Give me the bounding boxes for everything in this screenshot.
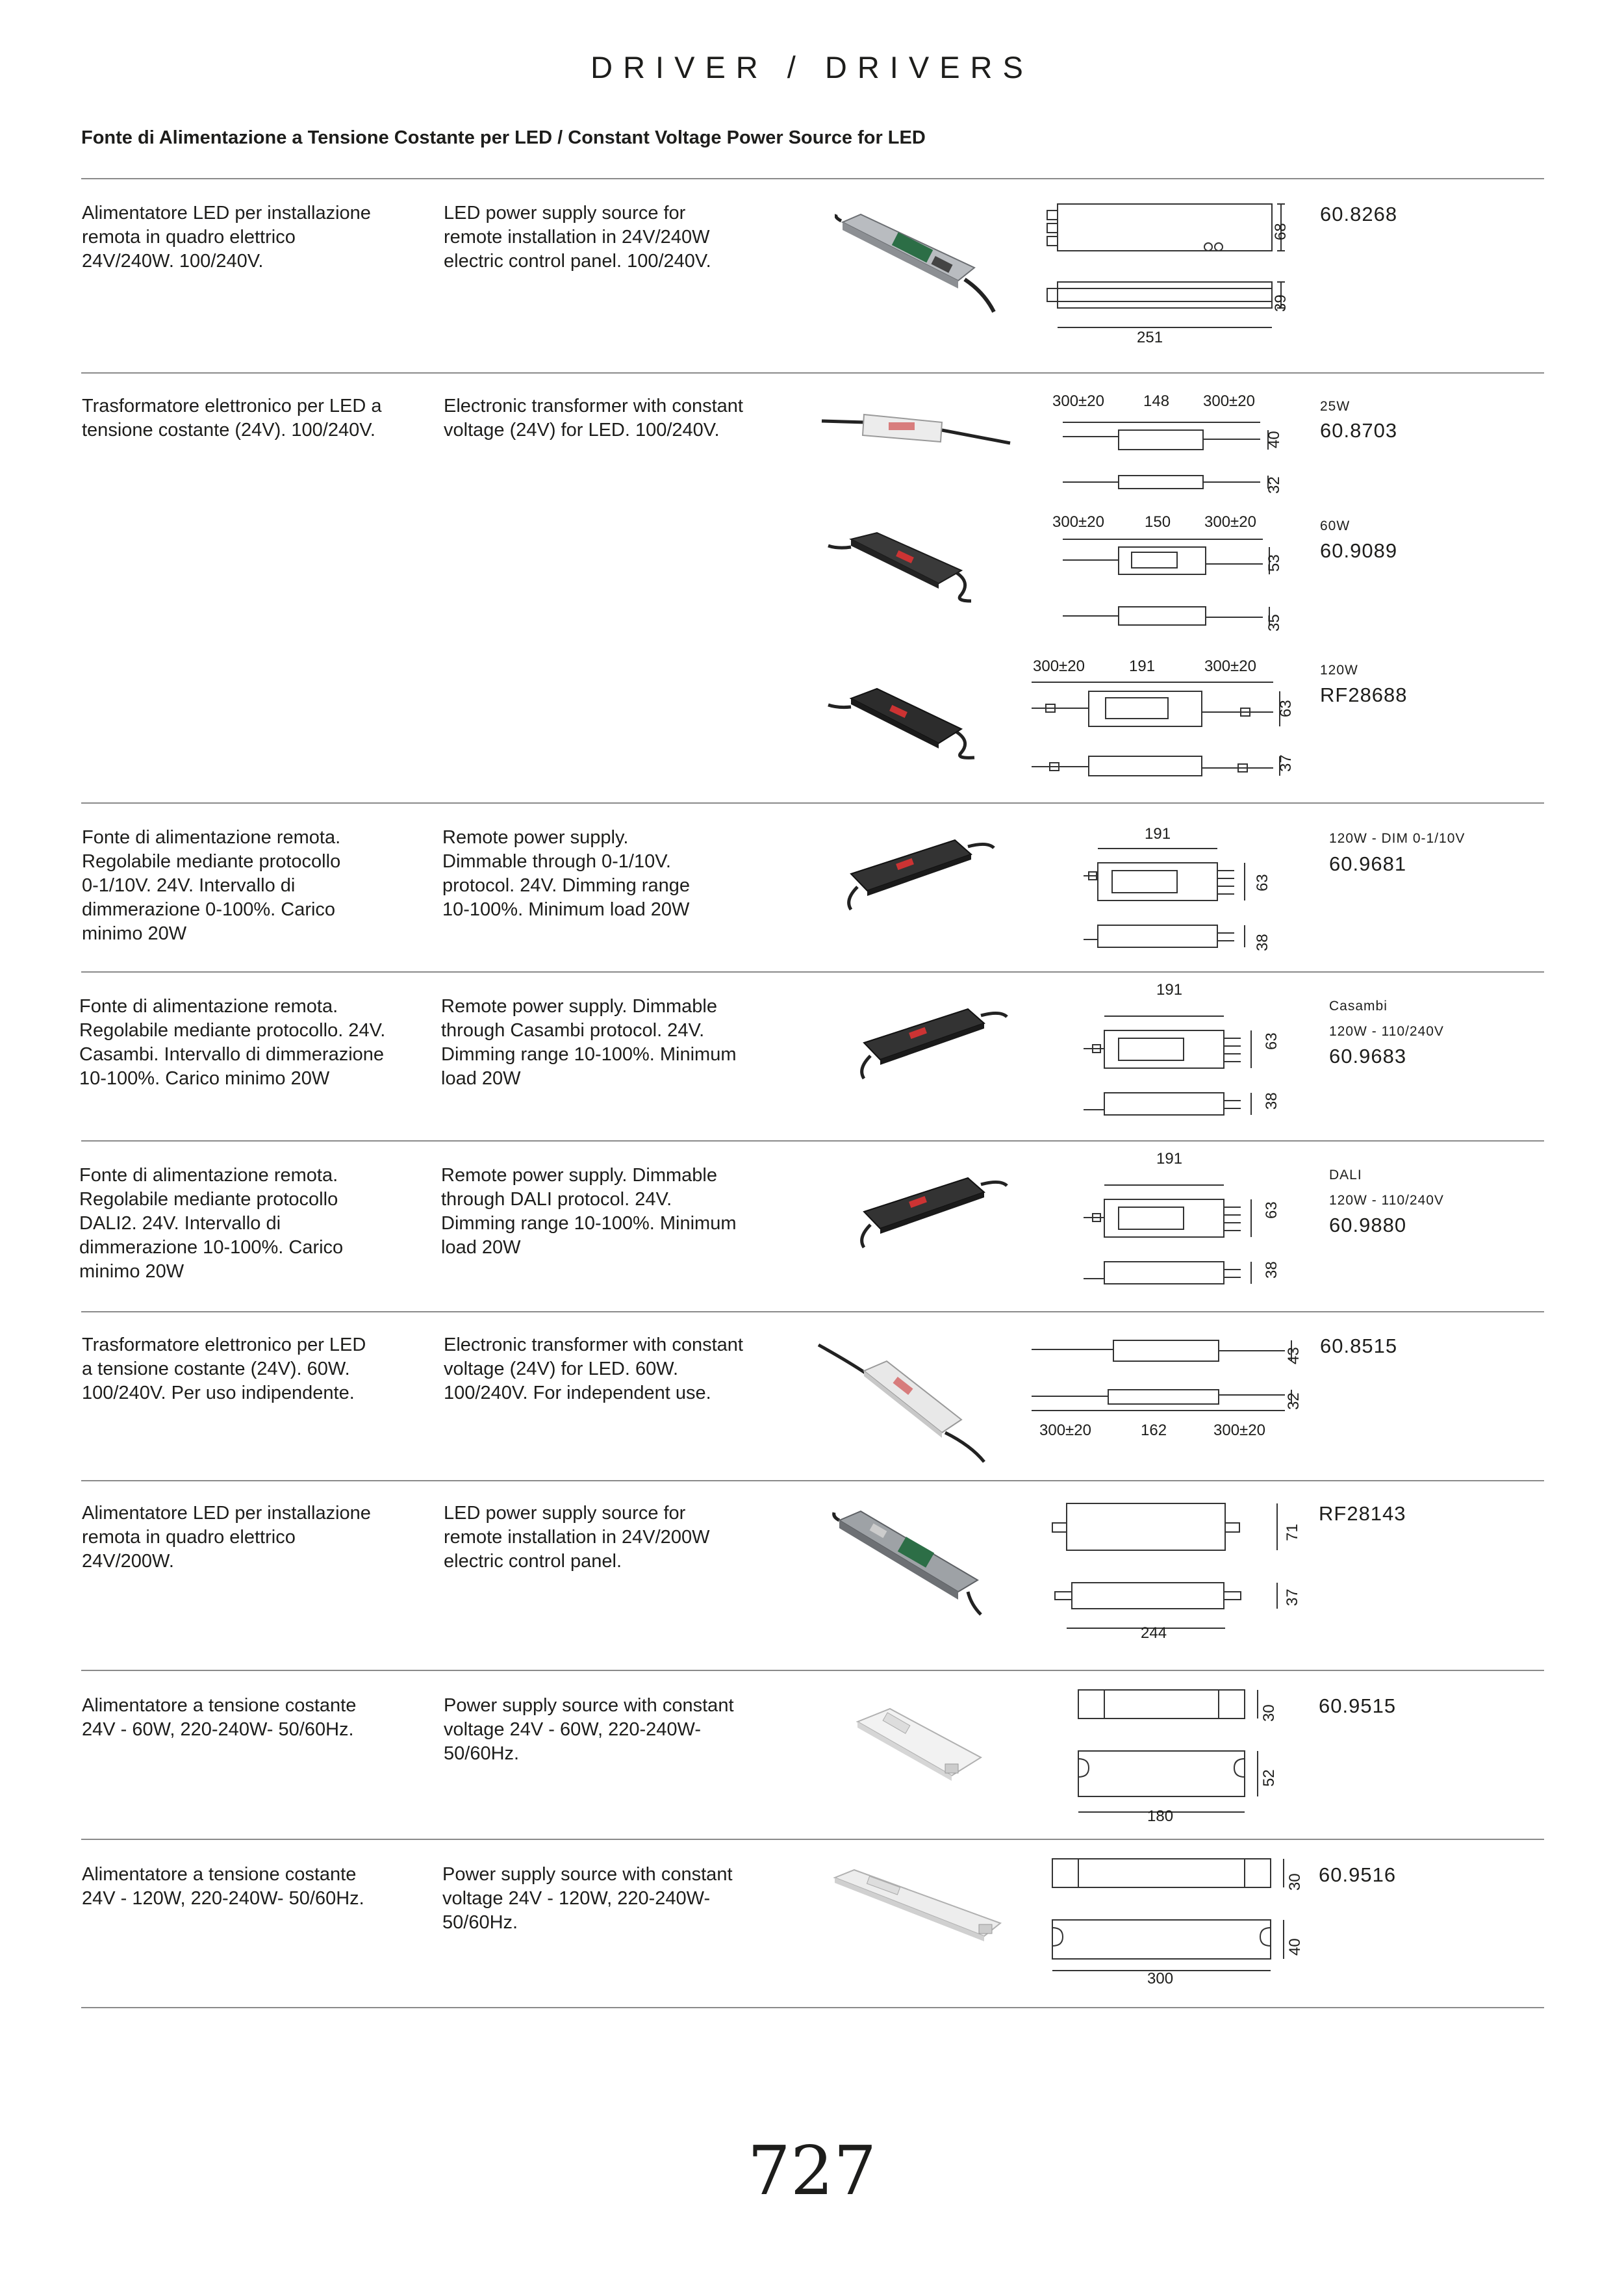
dimension-drawing — [1026, 676, 1286, 780]
dimension-label: 38 — [1254, 934, 1271, 951]
description-it: Alimentatore LED per installazione remota in quadro elettrico 24V/200W. — [82, 1503, 371, 1572]
product-code: 60.9880 — [1329, 1214, 1407, 1236]
dimension-label: 150 — [1145, 513, 1171, 531]
dimension-label: 300±20 — [1039, 1422, 1091, 1439]
dimension-drawing — [1059, 411, 1280, 495]
description-en: Electronic transformer with constant voltage (24V) for LED. 100/240V. — [444, 396, 743, 441]
dimension-drawing — [1078, 845, 1267, 955]
dimension-label: 52 — [1260, 1769, 1278, 1787]
dimension-label: 40 — [1286, 1938, 1304, 1956]
dimension-drawing — [1059, 533, 1280, 630]
dimension-drawing — [1039, 201, 1293, 357]
product-code: 60.9683 — [1329, 1045, 1407, 1067]
product-photo — [825, 676, 1000, 760]
protocol-label: Casambi — [1329, 999, 1388, 1014]
description-it: Trasformatore elettronico per LED a tensione costante (24V). 60W. 100/240V. Per uso indipendente. — [82, 1335, 366, 1403]
divider — [81, 971, 1544, 973]
product-photo — [831, 828, 1000, 913]
page-number: 727 — [747, 2131, 877, 2210]
divider — [81, 1480, 1544, 1481]
dimension-label: 251 — [1137, 329, 1163, 346]
dimension-drawing — [1026, 1335, 1299, 1413]
dimension-label: 300 — [1147, 1970, 1174, 1987]
dimension-label: 244 — [1141, 1624, 1167, 1642]
dimension-label: 300±20 — [1203, 392, 1255, 410]
description-it: Fonte di alimentazione remota. Regolabile mediante protocollo. 24V. Casambi. Intervallo di dimmerazione 10-100%. Carico minimo 20W — [79, 996, 386, 1089]
dimension-label: 191 — [1156, 981, 1183, 999]
dimension-label: 300±20 — [1052, 513, 1104, 531]
product-code: 60.9516 — [1319, 1863, 1397, 1886]
description-it: Fonte di alimentazione remota. Regolabile mediante protocollo 0-1/10V. 24V. Intervallo di dimmerazione 0-100%. Carico minimo 20W — [82, 827, 341, 944]
description-en: Remote power supply. Dimmable through DALI protocol. 24V. Dimming range 10-100%. Minimum load 20W — [441, 1165, 737, 1258]
dimension-drawing — [1078, 1012, 1267, 1123]
description-it: Fonte di alimentazione remota. Regolabile mediante protocollo DALI2. 24V. Intervallo di dimmerazione 10-100%. Carico minimo 20W — [79, 1165, 344, 1282]
dimension-label: 43 — [1285, 1347, 1302, 1364]
divider — [81, 1839, 1544, 1840]
divider — [81, 178, 1544, 179]
dimension-label: 63 — [1277, 700, 1295, 717]
dimension-label: 32 — [1265, 476, 1283, 494]
dimension-label: 148 — [1143, 392, 1170, 410]
section-subtitle: Fonte di Alimentazione a Tensione Costante per LED / Constant Voltage Power Source for LED — [81, 127, 926, 148]
description-it: Alimentatore a tensione costante 24V - 60W, 220-240W- 50/60Hz. — [82, 1695, 357, 1740]
product-code: 60.8515 — [1320, 1335, 1398, 1357]
dimension-label: 32 — [1285, 1392, 1302, 1410]
dimension-label: 37 — [1277, 754, 1295, 772]
dimension-label: 53 — [1265, 554, 1283, 572]
wattage-label: 25W — [1320, 399, 1351, 414]
description-it: Alimentatore LED per installazione remota in quadro elettrico 24V/240W. 100/240V. — [82, 203, 371, 272]
dimension-label: 63 — [1263, 1032, 1280, 1050]
description-en: LED power supply source for remote installation in 24V/200W electric control panel. — [444, 1503, 710, 1572]
dimension-label: 39 — [1272, 294, 1289, 312]
spec-label: 120W - DIM 0-1/10V — [1329, 831, 1465, 846]
dimension-label: 37 — [1284, 1589, 1301, 1606]
product-code: 60.9515 — [1319, 1694, 1397, 1717]
protocol-label: DALI — [1329, 1168, 1362, 1182]
divider — [81, 1140, 1544, 1142]
description-en: Remote power supply. Dimmable through Casambi protocol. 24V. Dimming range 10-100%. Minimum load 20W — [441, 996, 737, 1089]
product-code: RF28688 — [1320, 683, 1408, 706]
dimension-label: 300±20 — [1033, 658, 1085, 675]
dimension-label: 63 — [1254, 874, 1271, 891]
product-photo — [844, 997, 1013, 1082]
description-it: Alimentatore a tensione costante 24V - 120W, 220-240W- 50/60Hz. — [82, 1864, 364, 1909]
dimension-label: 38 — [1263, 1092, 1280, 1110]
description-en: LED power supply source for remote installation in 24V/240W electric control panel. 100/240V. — [444, 203, 711, 272]
dimension-label: 162 — [1141, 1422, 1167, 1439]
divider — [81, 2007, 1544, 2008]
divider — [81, 1670, 1544, 1671]
product-photo — [825, 520, 1000, 604]
dimension-label: 30 — [1286, 1873, 1304, 1891]
dimension-label: 35 — [1265, 614, 1283, 632]
product-photo — [844, 1699, 1000, 1787]
description-en: Power supply source with constant voltage 24V - 120W, 220-240W- 50/60Hz. — [442, 1864, 733, 1933]
dimension-label: 40 — [1265, 431, 1283, 448]
dimension-label: 191 — [1129, 658, 1156, 675]
dimension-label: 300±20 — [1052, 392, 1104, 410]
dimension-label: 180 — [1147, 1808, 1174, 1825]
description-en: Remote power supply. Dimmable through 0-1/10V. protocol. 24V. Dimming range 10-100%. Minimum load 20W — [442, 827, 690, 920]
description-en: Power supply source with constant voltage 24V - 60W, 220-240W- 50/60Hz. — [444, 1695, 734, 1764]
product-photo — [815, 1335, 1004, 1465]
page-title: DRIVER / DRIVERS — [590, 50, 1034, 84]
description-en: Electronic transformer with constant voltage (24V) for LED. 60W. 100/240V. For independent use. — [444, 1335, 743, 1403]
dimension-drawing — [1078, 1181, 1267, 1292]
wattage-label: 120W — [1320, 663, 1358, 678]
product-code: 60.9681 — [1329, 852, 1407, 875]
dimension-label: 71 — [1284, 1524, 1301, 1541]
product-photo — [818, 403, 1013, 455]
product-photo — [831, 1507, 1007, 1618]
product-code: 60.9089 — [1320, 539, 1398, 562]
dimension-label: 38 — [1263, 1261, 1280, 1279]
product-photo — [844, 1166, 1013, 1251]
dimension-label: 300±20 — [1204, 513, 1256, 531]
dimension-label: 191 — [1156, 1150, 1183, 1168]
divider — [81, 802, 1544, 804]
wattage-label: 60W — [1320, 518, 1351, 533]
dimension-label: 63 — [1263, 1201, 1280, 1219]
spec-label: 120W - 110/240V — [1329, 1193, 1444, 1208]
spec-label: 120W - 110/240V — [1329, 1024, 1444, 1039]
product-code: 60.8268 — [1320, 203, 1398, 225]
product-photo — [835, 208, 1000, 318]
dimension-label: 68 — [1272, 223, 1289, 240]
dimension-label: 191 — [1145, 825, 1171, 843]
dimension-label: 300±20 — [1213, 1422, 1265, 1439]
product-photo — [828, 1865, 1004, 1949]
divider — [81, 372, 1544, 374]
description-it: Trasformatore elettronico per LED a tensione costante (24V). 100/240V. — [82, 396, 382, 441]
product-code: RF28143 — [1319, 1502, 1406, 1525]
product-code: 60.8703 — [1320, 419, 1398, 442]
divider — [81, 1311, 1544, 1312]
dimension-label: 30 — [1260, 1704, 1278, 1722]
dimension-label: 300±20 — [1204, 658, 1256, 675]
